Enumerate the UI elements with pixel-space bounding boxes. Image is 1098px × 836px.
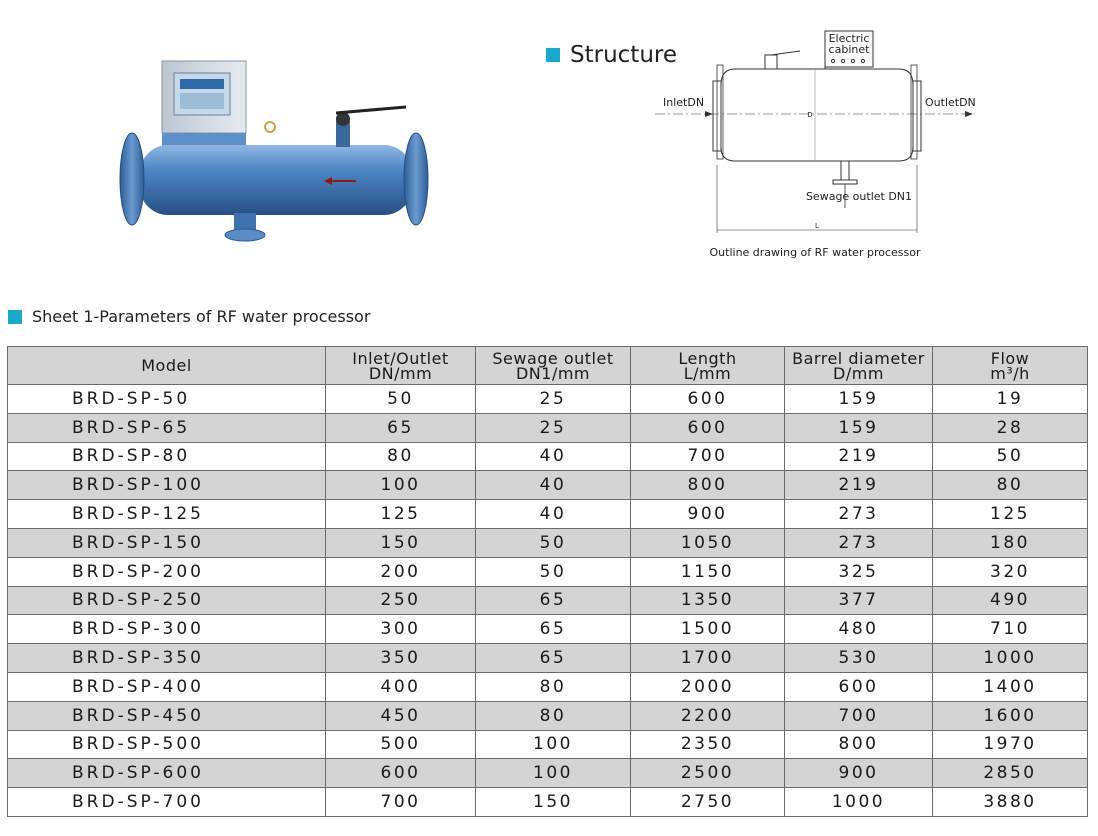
structure-title: Structure [570, 42, 677, 68]
cell-barrel-diameter: 273 [785, 500, 933, 529]
table-row [8, 759, 1088, 788]
cell-model: BRD-SP-350 [8, 644, 326, 673]
table-row [8, 586, 1088, 615]
cell-length: 600 [631, 413, 785, 442]
cell-barrel-diameter: 219 [785, 442, 933, 471]
cell-model: BRD-SP-700 [8, 788, 326, 817]
header-sewage-outlet: Sewage outlet DN1/mm [476, 347, 631, 385]
cell-model: BRD-SP-250 [8, 586, 326, 615]
table-header-row [8, 347, 1088, 385]
cell-flow: 3880 [933, 788, 1088, 817]
table-row [8, 788, 1088, 817]
cell-sewage-outlet: 65 [476, 644, 631, 673]
cell-length: 900 [631, 500, 785, 529]
cell-inlet-outlet: 450 [326, 701, 476, 730]
cell-length: 1150 [631, 557, 785, 586]
cell-sewage-outlet: 40 [476, 471, 631, 500]
cell-inlet-outlet: 100 [326, 471, 476, 500]
cell-inlet-outlet: 700 [326, 788, 476, 817]
cell-flow: 710 [933, 615, 1088, 644]
cell-sewage-outlet: 150 [476, 788, 631, 817]
cell-flow: 1600 [933, 701, 1088, 730]
cell-inlet-outlet: 250 [326, 586, 476, 615]
cell-sewage-outlet: 80 [476, 672, 631, 701]
cell-model: BRD-SP-100 [8, 471, 326, 500]
cell-barrel-diameter: 1000 [785, 788, 933, 817]
cell-length: 1350 [631, 586, 785, 615]
cell-sewage-outlet: 40 [476, 500, 631, 529]
cell-length: 1500 [631, 615, 785, 644]
outlet-label: OutletDN [925, 96, 976, 109]
cell-length: 2350 [631, 730, 785, 759]
cell-inlet-outlet: 400 [326, 672, 476, 701]
cell-sewage-outlet: 40 [476, 442, 631, 471]
cell-model: BRD-SP-300 [8, 615, 326, 644]
cell-barrel-diameter: 800 [785, 730, 933, 759]
table-row [8, 500, 1088, 529]
cell-flow: 2850 [933, 759, 1088, 788]
cell-inlet-outlet: 150 [326, 528, 476, 557]
cell-model: BRD-SP-450 [8, 701, 326, 730]
cell-inlet-outlet: 500 [326, 730, 476, 759]
drawing-caption: Outline drawing of RF water processor [709, 246, 921, 259]
cell-model: BRD-SP-500 [8, 730, 326, 759]
cell-sewage-outlet: 50 [476, 528, 631, 557]
cell-length: 700 [631, 442, 785, 471]
header-flow: Flow m³/h [933, 347, 1088, 385]
cell-length: 2000 [631, 672, 785, 701]
electric-cabinet-label-2: cabinet [828, 43, 870, 56]
cell-flow: 125 [933, 500, 1088, 529]
square-bullet-icon [8, 310, 22, 324]
cell-model: BRD-SP-80 [8, 442, 326, 471]
cell-inlet-outlet: 125 [326, 500, 476, 529]
cell-flow: 50 [933, 442, 1088, 471]
inlet-label: InletDN [663, 96, 705, 109]
cell-sewage-outlet: 80 [476, 701, 631, 730]
table-row [8, 644, 1088, 673]
product-photo [110, 55, 440, 255]
outline-drawing [645, 25, 985, 265]
cell-length: 800 [631, 471, 785, 500]
cell-length: 1050 [631, 528, 785, 557]
cell-flow: 19 [933, 385, 1088, 414]
cell-inlet-outlet: 50 [326, 385, 476, 414]
cell-flow: 1970 [933, 730, 1088, 759]
cell-sewage-outlet: 65 [476, 586, 631, 615]
diameter-mark: D [807, 111, 813, 119]
cell-sewage-outlet: 100 [476, 730, 631, 759]
table-row [8, 442, 1088, 471]
cell-inlet-outlet: 300 [326, 615, 476, 644]
cell-sewage-outlet: 65 [476, 615, 631, 644]
table-row [8, 557, 1088, 586]
cell-flow: 320 [933, 557, 1088, 586]
sewage-outlet-label: Sewage outlet DN1 [805, 190, 913, 203]
square-bullet-icon [546, 48, 560, 62]
electric-cabinet-label-1: Electric [828, 32, 870, 45]
cell-barrel-diameter: 159 [785, 413, 933, 442]
table-row [8, 385, 1088, 414]
table-row [8, 701, 1088, 730]
header-length: Length L/mm [631, 347, 785, 385]
cell-barrel-diameter: 273 [785, 528, 933, 557]
table-row [8, 528, 1088, 557]
cell-flow: 490 [933, 586, 1088, 615]
cell-barrel-diameter: 480 [785, 615, 933, 644]
cell-model: BRD-SP-50 [8, 385, 326, 414]
cell-model: BRD-SP-150 [8, 528, 326, 557]
cell-flow: 1400 [933, 672, 1088, 701]
cell-model: BRD-SP-125 [8, 500, 326, 529]
sheet-heading [8, 307, 370, 326]
cell-length: 2200 [631, 701, 785, 730]
table-row [8, 413, 1088, 442]
cell-model: BRD-SP-400 [8, 672, 326, 701]
cell-model: BRD-SP-200 [8, 557, 326, 586]
table-row [8, 471, 1088, 500]
cell-length: 600 [631, 385, 785, 414]
header-model: Model [8, 347, 326, 385]
cell-sewage-outlet: 25 [476, 385, 631, 414]
cell-sewage-outlet: 100 [476, 759, 631, 788]
cell-barrel-diameter: 325 [785, 557, 933, 586]
length-mark: L [815, 222, 819, 230]
cell-barrel-diameter: 530 [785, 644, 933, 673]
cell-length: 1700 [631, 644, 785, 673]
parameters-table [7, 346, 1088, 817]
cell-inlet-outlet: 350 [326, 644, 476, 673]
cell-inlet-outlet: 200 [326, 557, 476, 586]
cell-barrel-diameter: 600 [785, 672, 933, 701]
cell-inlet-outlet: 80 [326, 442, 476, 471]
cell-barrel-diameter: 219 [785, 471, 933, 500]
table-row [8, 730, 1088, 759]
cell-flow: 1000 [933, 644, 1088, 673]
cell-barrel-diameter: 159 [785, 385, 933, 414]
sheet-title: Sheet 1-Parameters of RF water processor [32, 307, 371, 326]
cell-inlet-outlet: 65 [326, 413, 476, 442]
cell-barrel-diameter: 377 [785, 586, 933, 615]
cell-sewage-outlet: 25 [476, 413, 631, 442]
cell-length: 2500 [631, 759, 785, 788]
table-row [8, 672, 1088, 701]
cell-barrel-diameter: 700 [785, 701, 933, 730]
cell-flow: 80 [933, 471, 1088, 500]
header-barrel-diameter: Barrel diameter D/mm [785, 347, 933, 385]
cell-flow: 180 [933, 528, 1088, 557]
header-inlet-outlet: Inlet/Outlet DN/mm [326, 347, 476, 385]
cell-model: BRD-SP-65 [8, 413, 326, 442]
cell-inlet-outlet: 600 [326, 759, 476, 788]
cell-flow: 28 [933, 413, 1088, 442]
table-row [8, 615, 1088, 644]
cell-barrel-diameter: 900 [785, 759, 933, 788]
cell-length: 2750 [631, 788, 785, 817]
cell-sewage-outlet: 50 [476, 557, 631, 586]
cell-model: BRD-SP-600 [8, 759, 326, 788]
